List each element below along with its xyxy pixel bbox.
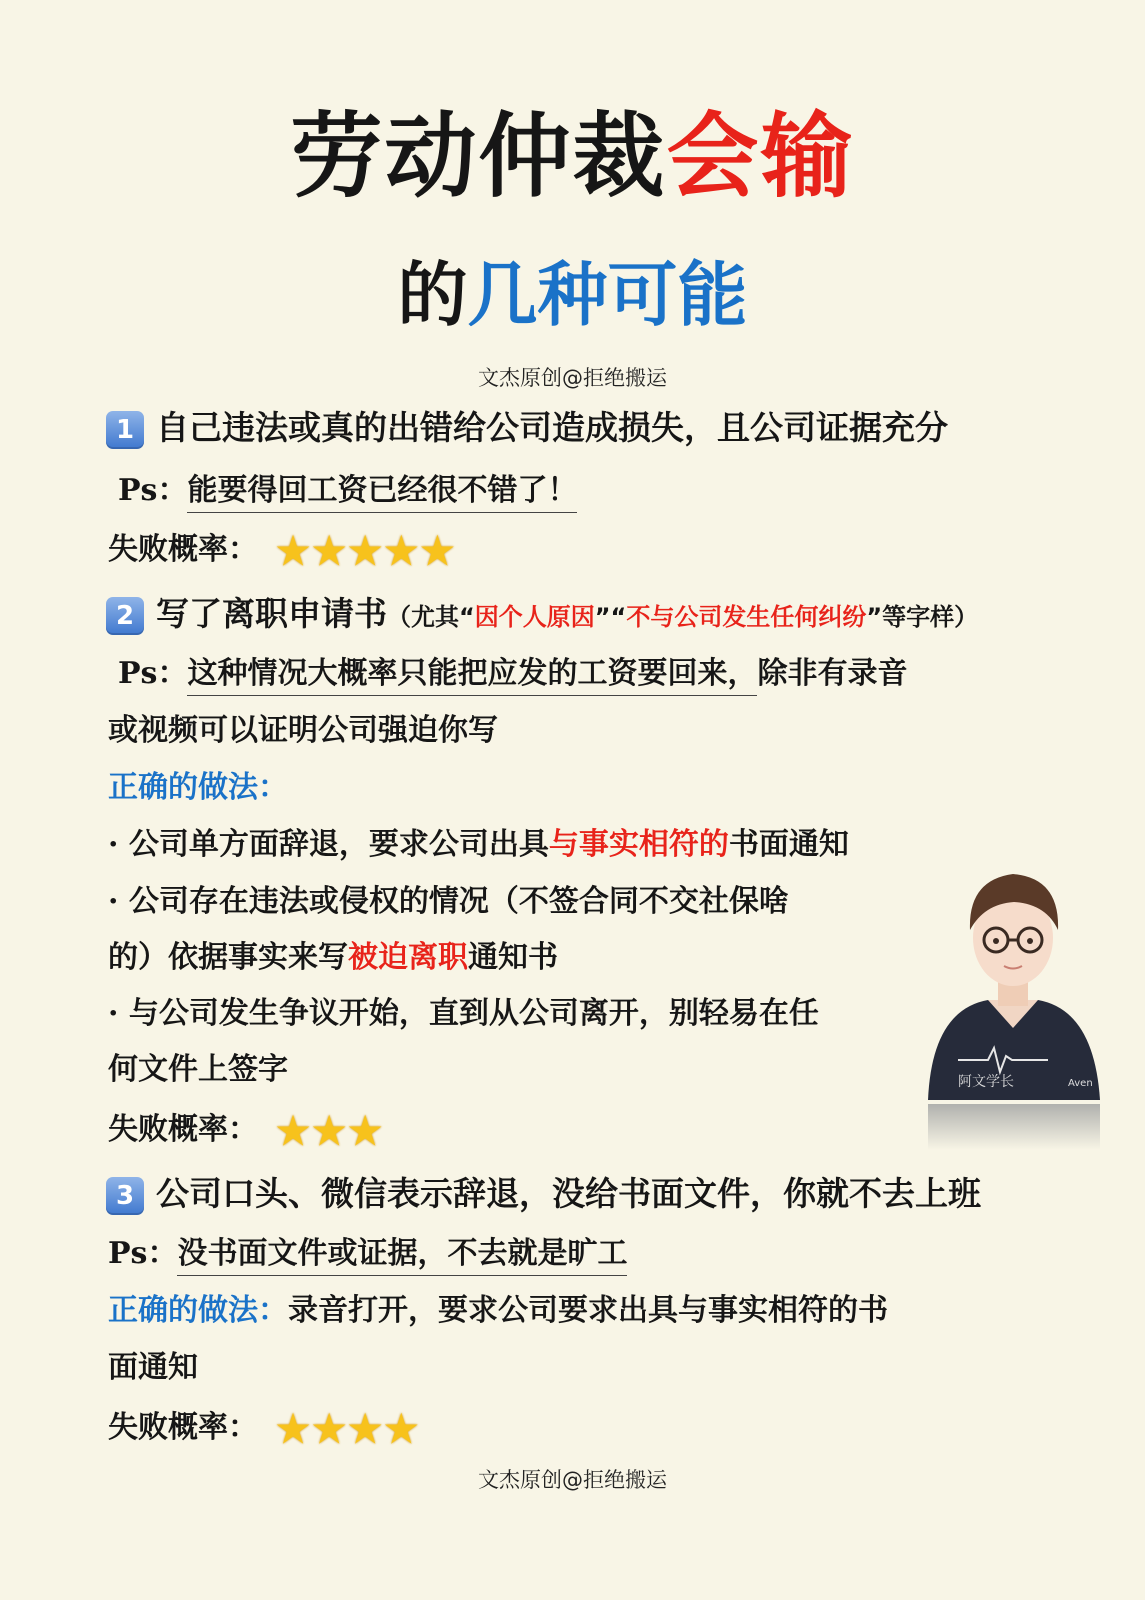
bullet-text: · 公司单方面辞退，要求公司出具	[108, 827, 549, 862]
cartoon-avatar	[918, 860, 1108, 1150]
number-badge-2: 2	[106, 597, 144, 635]
shirt-brand: Aven	[1068, 1078, 1093, 1089]
bullet-text: 书面通知	[728, 827, 849, 862]
section-3-heading-text: 公司口头、微信表示辞退，没给书面文件，你就不去上班	[156, 1174, 981, 1213]
section-2-heading	[106, 588, 978, 635]
number-badge-3: 3	[106, 1177, 144, 1215]
ps-prefix: Ps：	[108, 1236, 178, 1271]
section-2-correct-label: 正确的做法：	[108, 770, 288, 805]
section-2-bullet-1	[108, 819, 849, 863]
subtitle-part2: 几种可能	[467, 254, 748, 336]
star-icon: ★	[348, 527, 383, 573]
rating-stars	[276, 527, 456, 573]
star-icon: ★	[420, 527, 455, 573]
ps-prefix: Ps：	[118, 473, 188, 508]
section-3-correct-cont: 面通知	[108, 1350, 198, 1385]
section-3-heading	[106, 1168, 981, 1215]
credit-top: 文杰原创@拒绝搬运	[478, 366, 667, 390]
section-1-ps-text: 能要得回工资已经很不错了！	[187, 473, 577, 513]
section-1-ps	[118, 465, 577, 509]
section-1-heading-text: 自己违法或真的出错给公司造成损失，且公司证据充分	[156, 408, 948, 447]
bullet-text: 的）依据事实来写	[108, 940, 348, 975]
shirt-text: 阿文学长	[958, 1074, 1014, 1090]
note-text: （尤其“	[387, 603, 475, 631]
section-3-ps-text: 没书面文件或证据，不去就是旷工	[177, 1236, 627, 1276]
title-part2: 会输	[666, 103, 855, 210]
star-icon: ★	[384, 527, 419, 573]
star-icon: ★	[276, 1405, 311, 1451]
number-badge-1: 1	[106, 411, 144, 449]
section-2-ps-text-cont: 除非有录音	[757, 656, 908, 691]
credit-bottom: 文杰原创@拒绝搬运	[478, 1468, 667, 1492]
section-2-ps-line2: 或视频可以证明公司强迫你写	[108, 713, 498, 748]
section-2-note	[387, 603, 978, 631]
section-2-ps-text: 这种情况大概率只能把应发的工资要回来，	[187, 656, 757, 696]
note-text: ”“	[594, 603, 627, 631]
section-3-ps	[108, 1228, 627, 1272]
subtitle-part1: 的	[397, 254, 468, 336]
star-icon: ★	[348, 1405, 383, 1451]
section-2-ps	[118, 648, 907, 692]
fail-label: 失败概率：	[108, 1410, 258, 1445]
note-highlight: 因个人原因	[474, 603, 595, 631]
main-title	[0, 102, 1145, 212]
fail-label: 失败概率：	[108, 1112, 258, 1147]
star-icon: ★	[312, 1107, 347, 1153]
title-part1: 劳动仲裁	[290, 103, 667, 210]
section-2-bullet-2-cont	[108, 932, 558, 976]
sub-title	[0, 255, 1145, 335]
star-icon: ★	[276, 1107, 311, 1153]
rating-stars	[276, 1405, 420, 1451]
section-3-correct	[108, 1285, 888, 1329]
section-3-fail-rate	[108, 1402, 420, 1450]
section-2-bullet-3-cont: 何文件上签字	[108, 1052, 288, 1087]
correct-label: 正确的做法：	[108, 1293, 288, 1328]
note-highlight: 不与公司发生任何纠纷	[626, 603, 867, 631]
star-icon: ★	[312, 527, 347, 573]
star-icon: ★	[384, 1405, 419, 1451]
rating-stars	[276, 1107, 384, 1153]
bullet-highlight: 被迫离职	[348, 940, 468, 975]
ps-prefix: Ps：	[118, 656, 188, 691]
star-icon: ★	[276, 527, 311, 573]
section-2-fail-rate	[108, 1104, 384, 1152]
fail-label: 失败概率：	[108, 532, 258, 567]
star-icon: ★	[312, 1405, 347, 1451]
section-1-fail-rate	[108, 524, 456, 572]
section-1-heading	[106, 402, 948, 449]
bullet-highlight: 与事实相符的	[548, 827, 729, 862]
star-icon: ★	[348, 1107, 383, 1153]
note-text: ”等字样）	[866, 603, 979, 631]
section-2-bullet-3: · 与公司发生争议开始，直到从公司离开，别轻易在任	[108, 996, 819, 1031]
section-2-bullet-2: · 公司存在违法或侵权的情况（不签合同不交社保啥	[108, 884, 789, 919]
bullet-text: 通知书	[468, 940, 558, 975]
correct-text: 录音打开，要求公司要求出具与事实相符的书	[288, 1293, 888, 1328]
section-2-heading-text: 写了离职申请书	[156, 594, 387, 633]
